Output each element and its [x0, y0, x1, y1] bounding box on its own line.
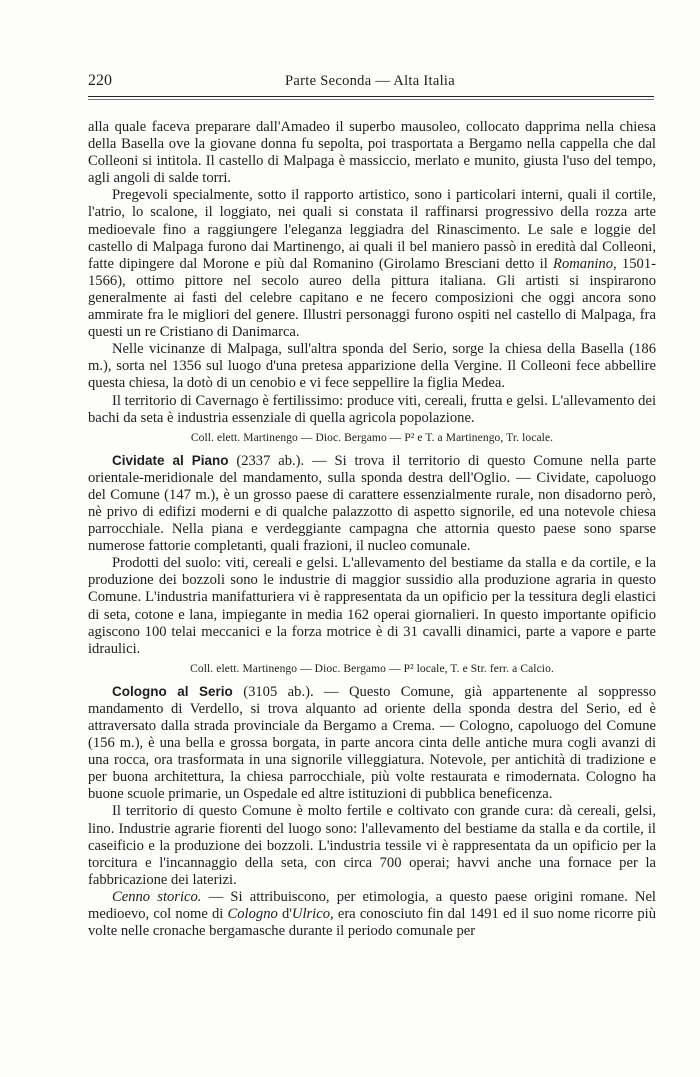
- paragraph-cologno-2: Il territorio di questo Comune è molto fertile e coltivato con grande cura: dà cereali, gelsi, lino. Industrie agrarie fiorenti del luogo sono: l'allevamento del bestiame da stalla e da cortile, il caseificio e la produzione dei bozzoli. L'industria tessile vi è rappresentata da un opificio per la torcitura e l'incannaggio della seta, con circa 700 operai; havvi anche una fornace per la fabbricazione dei laterizi.: [88, 803, 656, 888]
- page-body: [88, 119, 656, 940]
- paragraph-cividate-2: Prodotti del suolo: viti, cereali e gelsi. L'allevamento del bestiame da stalla e da cortile, e la produzione dei bozzoli sono le industrie di maggior sussidio alla produzione agraria in questo Comune. L'industria manifatturiera vi è rappresentata da un opificio per la tessitura degli elastici di seta, cotone e lana, impiegante in media 162 operai giornalieri. In questo importante opificio agiscono 100 telai meccanici e la forza motrice è di 31 cavalli dinamici, parte a vapore e parte idraulici.: [88, 555, 656, 657]
- italic-romanino: Romanino: [553, 255, 614, 272]
- running-title: Parte Seconda — Alta Italia: [285, 73, 455, 89]
- entry-title-cologno: Cologno al Serio: [112, 683, 233, 699]
- paragraph-malpaga-1: alla quale faceva preparare dall'Amadeo il superbo mausoleo, collocato dapprima nella chiesa della Basella ove la giovane donna fu sepolta, poi trasportata a Bergamo nella cappella che dal Colleoni si intitola. Il castello di Malpaga è massiccio, merlato e munito, giusta l'uso del tempo, agli angoli di salde torri.: [88, 119, 656, 187]
- cenno-storico-label: Cenno storico.: [112, 888, 202, 905]
- paragraph-malpaga-2: Pregevoli specialmente, sotto il rapporto artistico, sono i particolari interni, quali il cortile, l'atrio, lo scalone, il loggiato, nei quali si constata il raffinarsi progressivo della rozza arte medioevale fino a raggiungere l'eleganza leggiadra del Rinascimento. Le sale e loggie del castello di Malpaga furono dai Martinengo, ai quali il bel maniero passò in eredità dal Colleoni, fatte dipingere dal Morone e più dal Romanino (Girolamo Bresciani detto il Romanino, 1501-1566), ottimo pittore nel secolo aureo della pittura italiana. Gli artisti si inspirarono generalmente ai fasti del celebre capitano e ne fecero composizioni che oggi ancora sono ammirate fra le migliori del genere. Illustri personaggi furono ospiti nel castello di Malpaga, fra questi un re Cristiano di Danimarca.: [88, 187, 656, 341]
- collegio-note-cividate: Coll. elett. Martinengo — Dioc. Bergamo — P² locale, T. e Str. ferr. a Calcio.: [190, 662, 554, 675]
- paragraph-malpaga-3: Nelle vicinanze di Malpaga, sull'altra sponda del Serio, sorge la chiesa della Basella (186 m.), sorta nel 1356 sul luogo d'una pretesa apparizione della Vergine. Il Colleoni fece abbellire questa chiesa, la dotò di un cenobio e vi fece seppellire la figlia Medea.: [88, 341, 656, 392]
- paragraph-cividate-1: Cividate al Piano (2337 ab.). — Si trova il territorio di questo Comune nella parte orientale-meridionale del mandamento, sulla sponda destra dell'Oglio. — Cividate, capoluogo del Comune (147 m.), è un grosso paese di carattere essenzialmente rurale, non disadorno però, nè privo di edifizi moderni e di qualche palazzotto di aspetto signorile, ed una notevole chiesa parrocchiale. Nella piana e verdeggiante campagna che attornia questo paese sono sparse numerose fattorie completanti, quali frazioni, il nucleo comunale.: [88, 452, 656, 555]
- paragraph-cologno-1: Cologno al Serio (3105 ab.). — Questo Comune, già appartenente al soppresso mandamento di Verdello, si trova alquanto ad oriente della sponda destra del Serio, ed è attraversato dalla strada provinciale da Bergamo a Crema. — Cologno, capoluogo del Comune (156 m.), è una bella e grossa borgata, in parte ancora cinta delle antiche mura cogli avanzi di una rocca, ora trasformata in una signorile villeggiatura. Notevole, per antichità di tradizione e per buona architettura, la chiesa parrocchiale, più volte restaurata e rimodernata. Cologno ha buone scuole primarie, un Ospedale ed altre istituzioni di pubblica beneficenza.: [88, 683, 656, 803]
- collegio-note-cavernago: Coll. elett. Martinengo — Dioc. Bergamo — P² e T. a Martinengo, Tr. locale.: [190, 431, 554, 444]
- entry-title-cividate: Cividate al Piano: [112, 452, 229, 468]
- header-rule: [88, 96, 654, 100]
- paragraph-cologno-3: Cenno storico. — Si attribuiscono, per etimologia, a questo paese origini romane. Nel medioevo, col nome di Cologno d'Ulrico, era conosciuto fin dal 1491 ed il suo nome ricorre più volte nelle cronache bergamasche durante il periodo comunale per: [88, 888, 656, 940]
- paragraph-malpaga-4: Il territorio di Cavernago è fertilissimo: produce viti, cereali, frutta e gelsi. L'allevamento dei bachi da seta è industria essenziale di quella agricola popolazione.: [88, 392, 656, 426]
- page-header: [88, 70, 652, 94]
- page-number: 220: [88, 72, 112, 89]
